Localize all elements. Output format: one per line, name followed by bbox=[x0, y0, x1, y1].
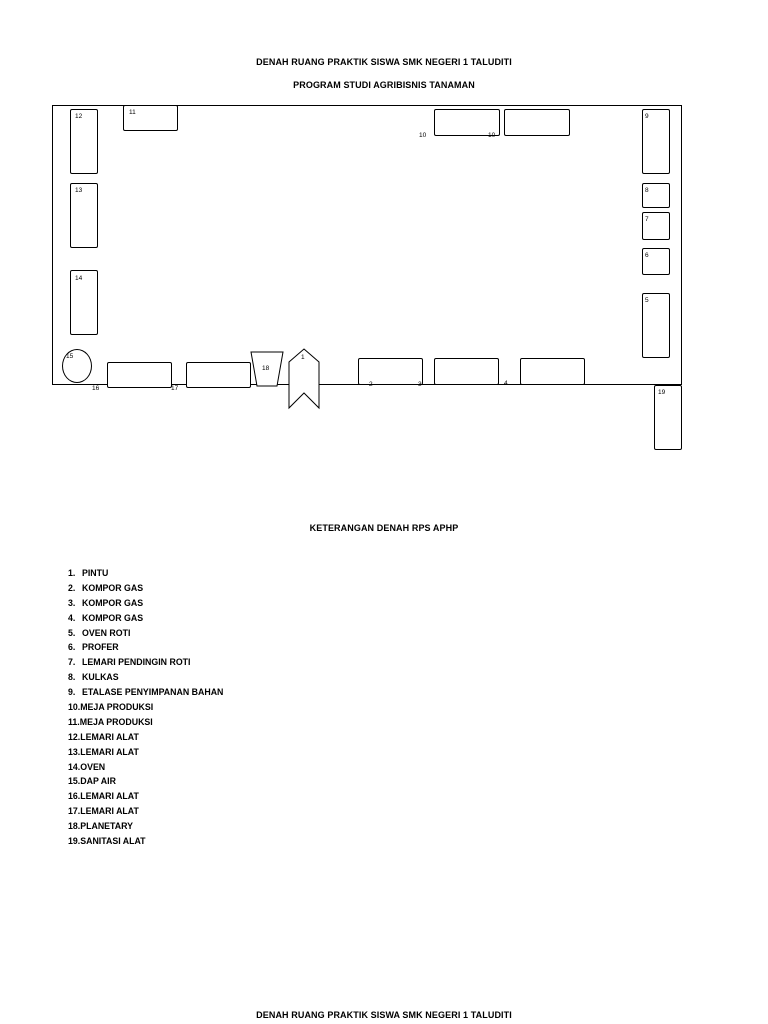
label-13: 13 bbox=[75, 187, 83, 194]
item-3-kompor-gas bbox=[434, 358, 499, 385]
label-10: 10 bbox=[419, 132, 427, 139]
legend-item-number: 12. bbox=[68, 731, 81, 742]
legend-item bbox=[68, 700, 223, 715]
label-14: 14 bbox=[75, 275, 83, 282]
label-17: 17 bbox=[171, 385, 179, 392]
label-1: 1 bbox=[301, 354, 305, 361]
label-9: 9 bbox=[645, 113, 649, 120]
legend-item bbox=[68, 819, 223, 834]
legend-item-label: KOMPOR GAS bbox=[82, 612, 144, 623]
legend-item bbox=[68, 804, 223, 819]
legend-item bbox=[68, 566, 223, 581]
legend-item-number: 14. bbox=[68, 761, 81, 772]
item-10-meja-produksi-b bbox=[504, 109, 570, 136]
legend-item-label: KOMPOR GAS bbox=[82, 597, 144, 608]
legend-item-label: MEJA PRODUKSI bbox=[79, 716, 153, 727]
legend-item-label: PLANETARY bbox=[80, 821, 134, 832]
legend-item-label: SANITASI ALAT bbox=[80, 836, 146, 847]
legend-item-number: 15. bbox=[68, 776, 81, 787]
legend-item-label: LEMARI ALAT bbox=[80, 806, 139, 817]
legend-item-number: 13. bbox=[68, 746, 81, 757]
item-2-kompor-gas bbox=[358, 358, 423, 385]
legend-item-label: PROFER bbox=[82, 642, 119, 653]
legend-item-label: OVEN ROTI bbox=[82, 627, 131, 638]
label-5: 5 bbox=[645, 297, 649, 304]
legend-item-label: DAP AIR bbox=[80, 776, 116, 787]
legend-item bbox=[68, 715, 223, 730]
legend-item bbox=[68, 670, 223, 685]
label-18: 18 bbox=[262, 365, 270, 372]
item-16-lemari-alat bbox=[107, 362, 172, 388]
legend-item-label: ETALASE PENYIMPANAN BAHAN bbox=[82, 687, 224, 698]
legend-item-number: 3. bbox=[68, 597, 76, 608]
legend-item bbox=[68, 774, 223, 789]
legend-item-number: 17. bbox=[68, 806, 81, 817]
label-16: 16 bbox=[92, 385, 100, 392]
legend-item bbox=[68, 760, 223, 775]
legend-item bbox=[68, 655, 223, 670]
legend-heading: KETERANGAN DENAH RPS APHP bbox=[309, 523, 459, 533]
legend-item-number: 10. bbox=[68, 702, 81, 713]
label-15: 15 bbox=[66, 353, 74, 360]
legend-item-label: KOMPOR GAS bbox=[82, 582, 144, 593]
legend-item-label: LEMARI ALAT bbox=[80, 746, 139, 757]
legend-item-number: 18. bbox=[68, 821, 81, 832]
legend-item bbox=[68, 730, 223, 745]
legend-item-label: PINTU bbox=[82, 568, 109, 578]
footer-title: DENAH RUANG PRAKTIK SISWA SMK NEGERI 1 TALUDITI bbox=[256, 1010, 512, 1020]
page-subtitle: PROGRAM STUDI AGRIBISNIS TANAMAN bbox=[293, 80, 475, 90]
legend-item-number: 19. bbox=[68, 836, 81, 847]
label-8: 8 bbox=[645, 187, 649, 194]
legend-item-number: 7. bbox=[68, 657, 76, 668]
label-10-second: 10 bbox=[488, 132, 496, 139]
legend-item-label: LEMARI ALAT bbox=[80, 731, 139, 742]
legend-item bbox=[68, 834, 223, 849]
label-7: 7 bbox=[645, 216, 649, 223]
legend-item bbox=[68, 789, 223, 804]
page-title: DENAH RUANG PRAKTIK SISWA SMK NEGERI 1 TALUDITI bbox=[256, 57, 512, 67]
legend-item-number: 11. bbox=[68, 716, 80, 727]
legend-item-number: 1. bbox=[68, 568, 76, 578]
legend-item bbox=[68, 611, 223, 626]
legend-item-label: OVEN bbox=[80, 761, 106, 772]
legend-item-number: 9. bbox=[68, 687, 76, 698]
legend-item-number: 2. bbox=[68, 582, 76, 593]
legend-item-number: 5. bbox=[68, 627, 76, 638]
label-4: 4 bbox=[504, 380, 508, 387]
label-11: 11 bbox=[129, 109, 136, 116]
room-outline bbox=[52, 105, 682, 385]
legend-item bbox=[68, 685, 223, 700]
legend-list bbox=[68, 566, 223, 849]
label-2: 2 bbox=[369, 381, 373, 388]
legend-item bbox=[68, 581, 223, 596]
label-12: 12 bbox=[75, 113, 83, 120]
label-6: 6 bbox=[645, 252, 649, 259]
legend-item-number: 16. bbox=[68, 791, 81, 802]
item-17-lemari-alat bbox=[186, 362, 251, 388]
legend-item-label: MEJA PRODUKSI bbox=[80, 702, 154, 713]
legend-item-number: 8. bbox=[68, 672, 76, 683]
legend-item-label: LEMARI PENDINGIN ROTI bbox=[82, 657, 191, 668]
legend-item bbox=[68, 626, 223, 641]
legend-item bbox=[68, 745, 223, 760]
legend-item-label: LEMARI ALAT bbox=[80, 791, 139, 802]
legend-item bbox=[68, 596, 223, 611]
legend-item bbox=[68, 640, 223, 655]
legend-item-number: 6. bbox=[68, 642, 76, 653]
legend-item-label: KULKAS bbox=[82, 672, 119, 683]
label-19: 19 bbox=[658, 389, 666, 396]
legend-item-number: 4. bbox=[68, 612, 76, 623]
label-3: 3 bbox=[418, 381, 422, 388]
item-4-kompor-gas bbox=[520, 358, 585, 385]
